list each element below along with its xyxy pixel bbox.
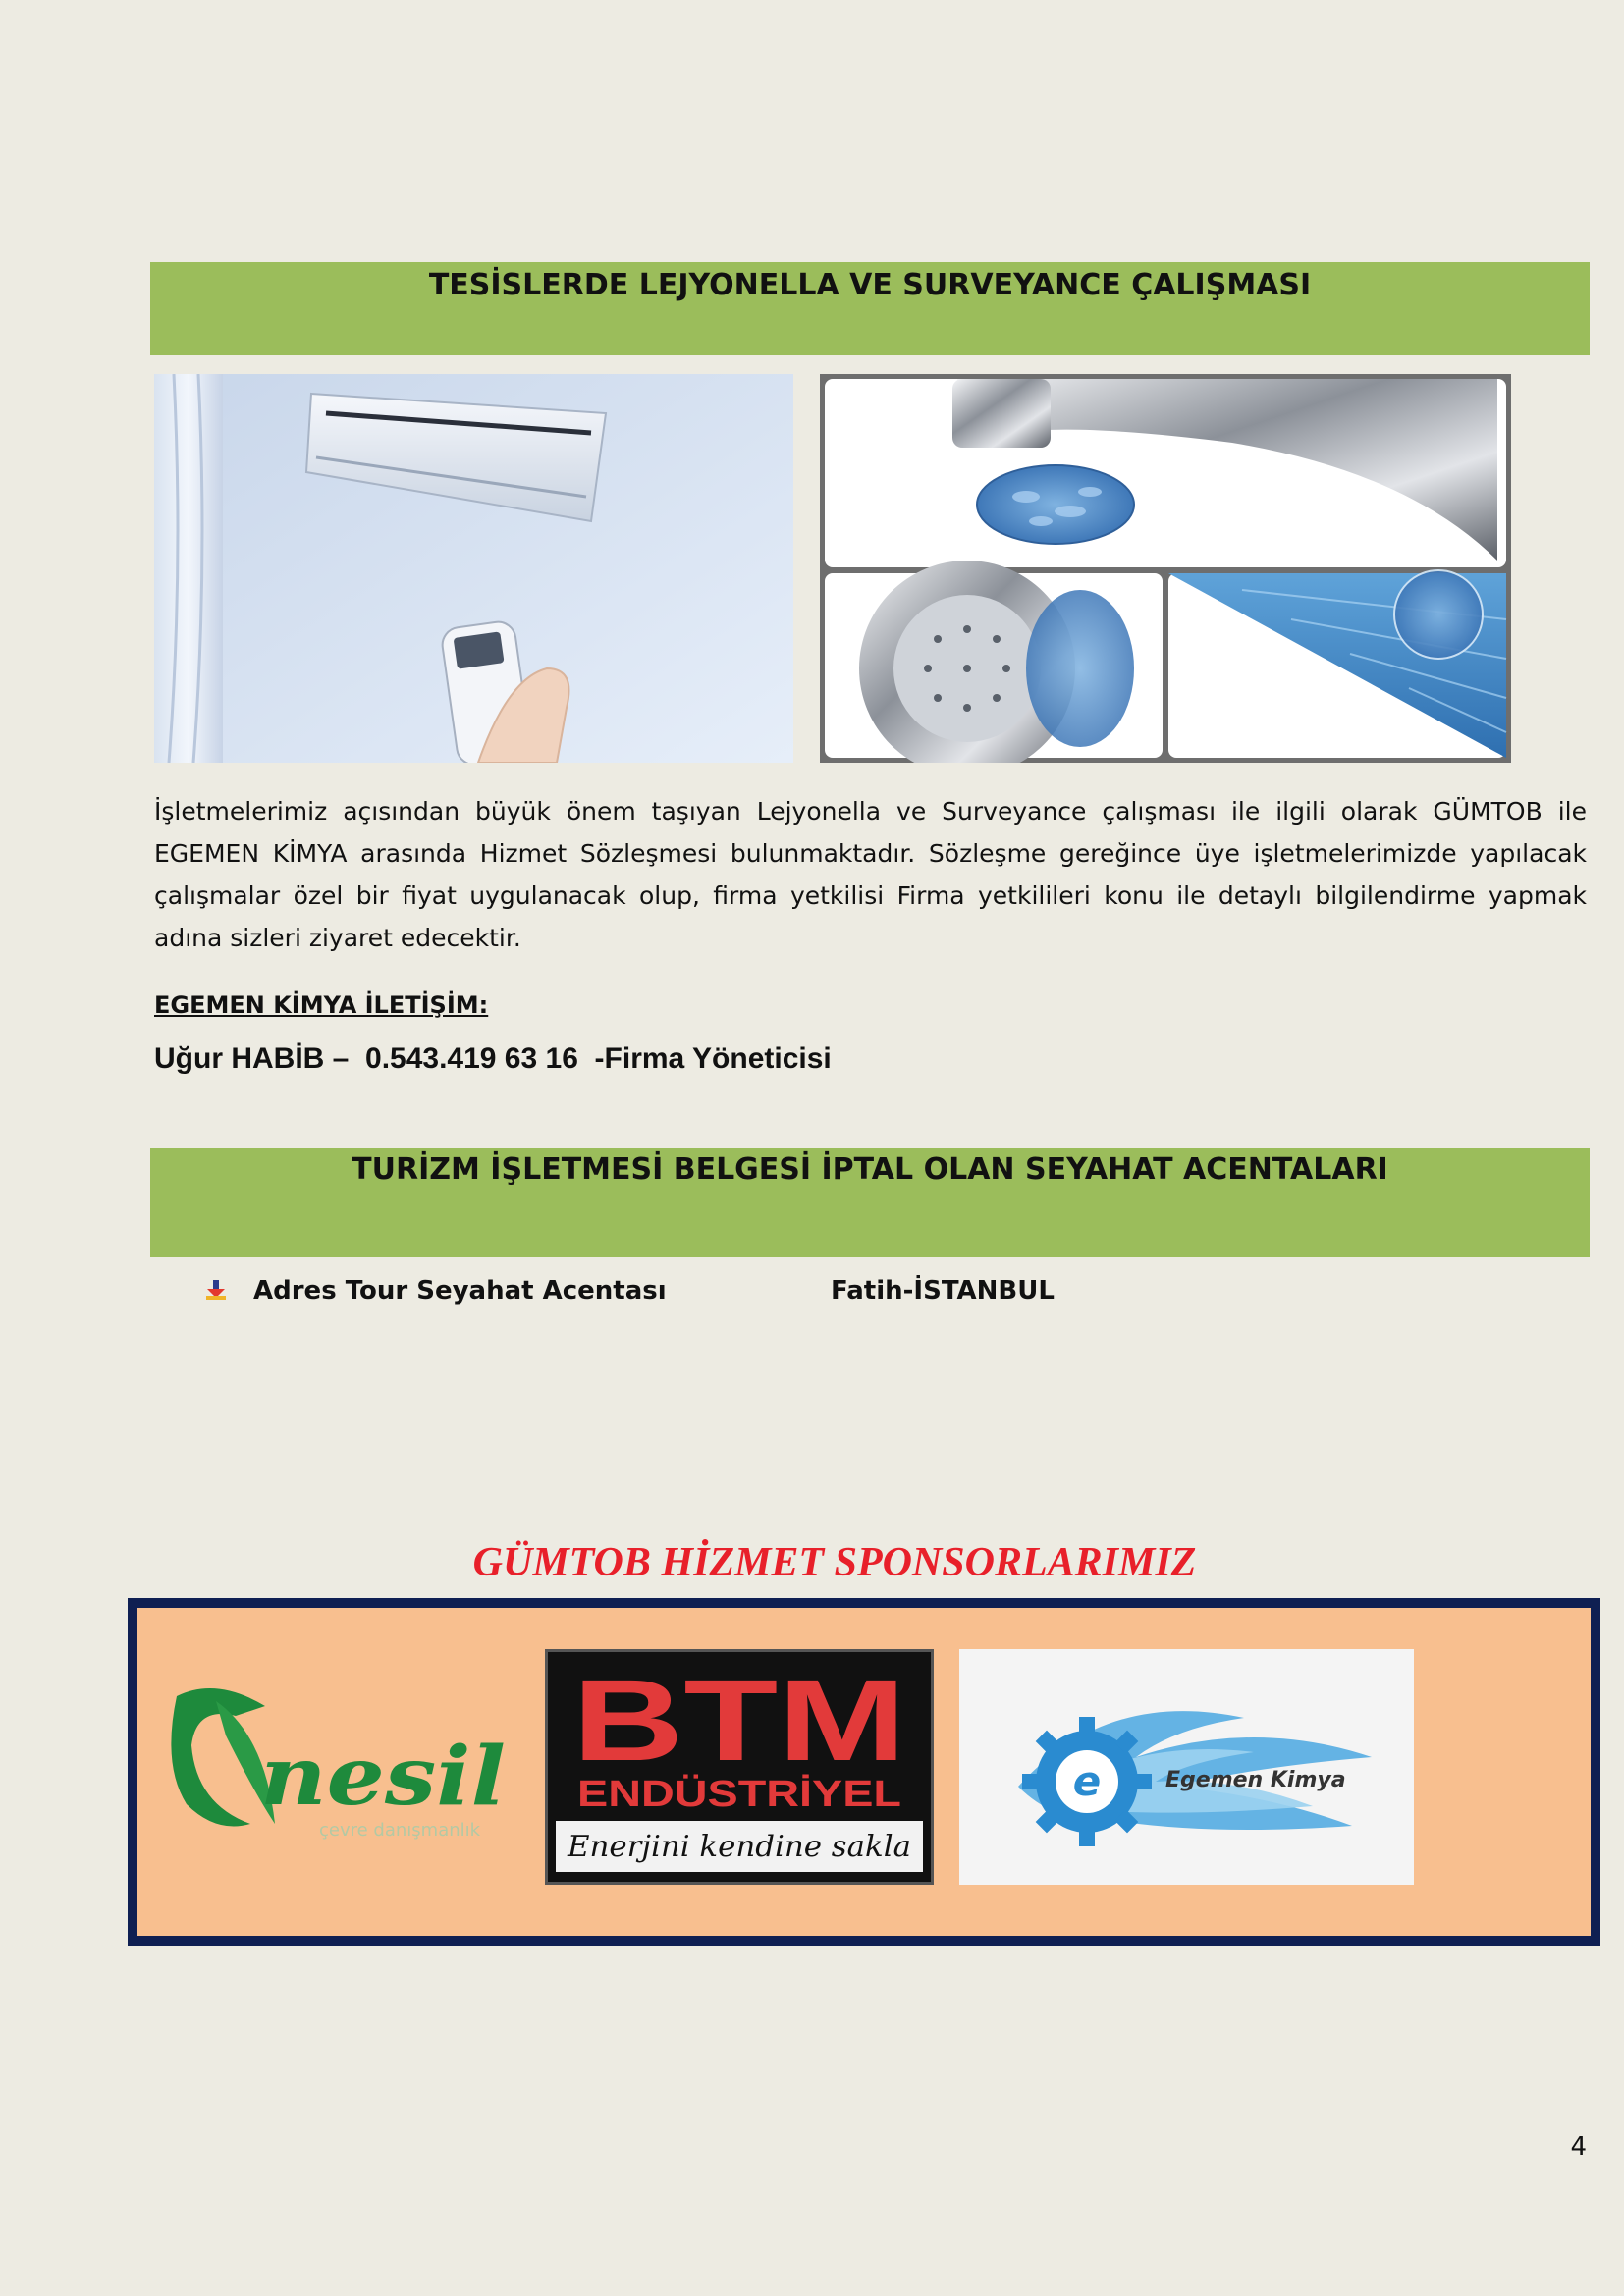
agency-name: Adres Tour Seyahat Acentası [253, 1276, 667, 1306]
travel-agencies-section-band [150, 1148, 1590, 1257]
air-conditioner-photo [154, 374, 793, 763]
nesil-logo-text: nesil [260, 1730, 506, 1824]
btm-logo-brand: BTM [572, 1656, 906, 1786]
sponsors-title: GÜMTOB HİZMET SPONSORLARIMIZ [472, 1540, 1197, 1585]
agency-location: Fatih-İSTANBUL [831, 1276, 1055, 1306]
bullet-arrow-icon [204, 1278, 228, 1302]
egemen-kimya-logo [959, 1649, 1414, 1885]
lejyonella-section-title: TESİSLERDE LEJYONELLA VE SURVEYANCE ÇALIŞMASI [428, 268, 1312, 302]
contact-line: Uğur HABİB – 0.543.419 63 16 -Firma Yöneticisi [154, 1042, 832, 1075]
nesil-logo [157, 1677, 520, 1863]
contact-heading: EGEMEN KİMYA İLETİŞİM: [154, 991, 489, 1019]
btm-logo-tagline: Enerjini kendine sakla [566, 1830, 911, 1864]
btm-logo [545, 1649, 934, 1885]
nesil-logo-tagline: çevre danışmanlık [319, 1820, 481, 1841]
page-number: 4 [1570, 2132, 1587, 2162]
egemen-logo-text: Egemen Kimya [1165, 1768, 1346, 1792]
sponsors-box [128, 1598, 1600, 1946]
lejyonella-paragraph: İşletmelerimiz açısından büyük önem taşıyan Lejyonella ve Surveyance çalışması ile ilgili olarak GÜMTOB ile EGEMEN KİMYA arasında Hizmet Sözleşmesi bulunmaktadır. Sözleşme gereğince üye işletmelerimizde yapılacak çalışmalar özel bir fiyat uygulanacak olup, firma yetkilisi Firma yetkilileri konu ile detaylı bilgilendirme yapmak adına sizleri ziyaret edecektir. [154, 797, 1587, 952]
travel-agencies-section-title: TURİZM İŞLETMESİ BELGESİ İPTAL OLAN SEYAHAT ACENTALARI [352, 1152, 1388, 1187]
lejyonella-section-band [150, 262, 1590, 355]
bacteria-collage-photo [820, 374, 1511, 763]
egemen-logo-letter: e [1072, 1757, 1102, 1805]
btm-logo-subtitle: ENDÜSTRİYEL [577, 1774, 841, 1815]
